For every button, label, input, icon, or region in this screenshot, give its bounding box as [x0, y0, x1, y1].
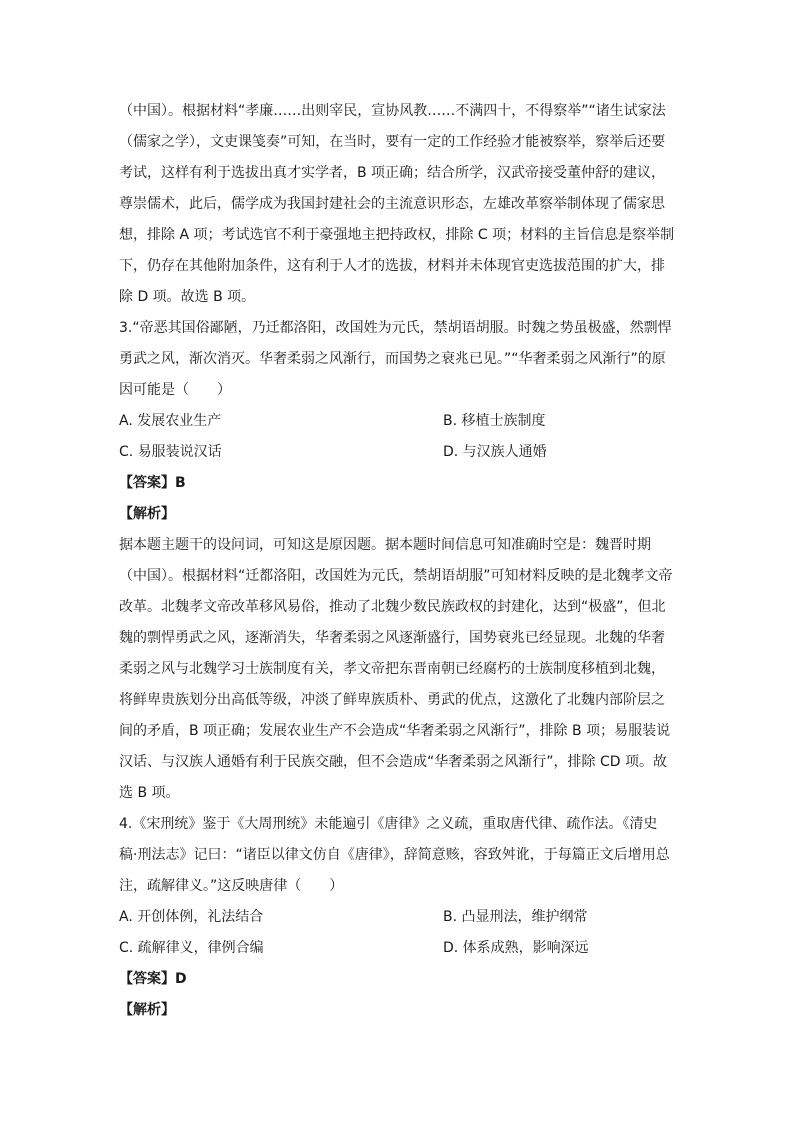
analysis-line: （中国）。根据材料“迁都洛阳，改国姓为元氏，禁胡语胡服”可知材料反映的是北魏孝文帝 — [119, 568, 673, 584]
question-stem-line: 4.《宋刑统》鉴于《大周刑统》未能遍引《唐律》之义疏，重取唐代律、疏作法。《清史 — [119, 816, 658, 832]
question-stem-line: 稿·刑法志》记曰：“诸臣以律文仿自《唐律》，辞简意赅，容致舛讹，于每篇正文后增用总 — [119, 847, 670, 863]
analysis-line: 魏的剽悍勇武之风，逐渐消失，华奢柔弱之风逐渐盛行，国势衰兆已经显现。北魏的华奢 — [119, 630, 665, 646]
option-a: A. 开创体例，礼法结合 — [119, 909, 264, 925]
option-d: D. 体系成熟，影响深远 — [443, 940, 589, 956]
option-c: C. 疏解律义，律例合编 — [119, 940, 264, 956]
question-stem-line: 因可能是（ ） — [119, 382, 231, 398]
analysis-line: 选 B 项。 — [119, 785, 180, 801]
options-row — [119, 933, 679, 964]
analysis-line: 据本题主题干的设问词，可知这是原因题。据本题时间信息可知准确时空是：魏晋时期 — [119, 537, 651, 553]
options-row — [119, 902, 679, 933]
options-row — [119, 406, 679, 437]
question-3 — [119, 313, 679, 809]
answer-label: 【答案】D — [119, 971, 187, 987]
intro-analysis — [119, 96, 679, 313]
paragraph-line: 下，仍存在其他附加条件，这有利于人才的选拔，材料并未体现官吏选拔范围的扩大，排 — [119, 258, 665, 274]
question-stem-line: 3.“帝恶其国俗鄙陋，乃迁都洛阳，改国姓为元氏，禁胡语胡服。时魏之势虽极盛，然剽悍 — [119, 320, 672, 336]
document-page — [119, 96, 679, 1026]
paragraph-line: （儒家之学），文吏课笺奏”可知，在当时，要有一定的工作经验才能被察举，察举后还要 — [119, 134, 666, 150]
analysis-line: 间的矛盾，B 项正确；发展农业生产不会造成“华奢柔弱之风渐行”，排除 B 项；易服装说 — [119, 723, 671, 739]
option-d: D. 与汉族人通婚 — [443, 444, 547, 460]
option-c: C. 易服装说汉话 — [119, 444, 222, 460]
options-row — [119, 437, 679, 468]
answer-label: 【答案】B — [119, 475, 186, 491]
paragraph-line: 尊崇儒术，此后，儒学成为我国封建社会的主流意识形态，左雄改革察举制体现了儒家思 — [119, 196, 665, 212]
question-stem-line: 勇武之风，渐次消灭。华奢柔弱之风渐行，而国势之衰兆已见。”“华奢柔弱之风渐行”的原 — [119, 351, 666, 367]
question-stem-line: 注，疏解律义。”这反映唐律（ ） — [119, 878, 344, 894]
analysis-label: 【解析】 — [119, 1002, 175, 1018]
paragraph-line: 想，排除 A 项；考试选官不利于豪强地主把持政权，排除 C 项；材料的主旨信息是察举制 — [119, 227, 675, 243]
paragraph-line: 考试，这样有利于选拔出真才实学者，B 项正确；结合所学，汉武帝接受董仲舒的建议， — [119, 165, 666, 181]
option-a: A. 发展农业生产 — [119, 413, 222, 429]
analysis-label: 【解析】 — [119, 506, 175, 522]
option-b: B. 凸显刑法，维护纲常 — [443, 909, 588, 925]
paragraph-line: 除 D 项。故选 B 项。 — [119, 289, 256, 305]
question-4 — [119, 809, 679, 1026]
paragraph-line: （中国）。根据材料“孝廉……出则宰民，宣协风教……不满四十，不得察举”“诸生试家法 — [119, 103, 666, 119]
analysis-line: 汉话、与汉族人通婚有利于民族交融，但不会造成“华奢柔弱之风渐行”，排除 CD 项。故 — [119, 754, 667, 770]
analysis-line: 柔弱之风与北魏学习士族制度有关，孝文帝把东晋南朝已经腐朽的士族制度移植到北魏， — [119, 661, 665, 677]
analysis-line: 改革。北魏孝文帝改革移风易俗，推动了北魏少数民族政权的封建化，达到“极盛”，但北 — [119, 599, 666, 615]
analysis-line: 将鲜卑贵族划分出高低等级，冲淡了鲜卑族质朴、勇武的优点，这激化了北魏内部阶层之 — [119, 692, 665, 708]
option-b: B. 移植士族制度 — [443, 413, 546, 429]
